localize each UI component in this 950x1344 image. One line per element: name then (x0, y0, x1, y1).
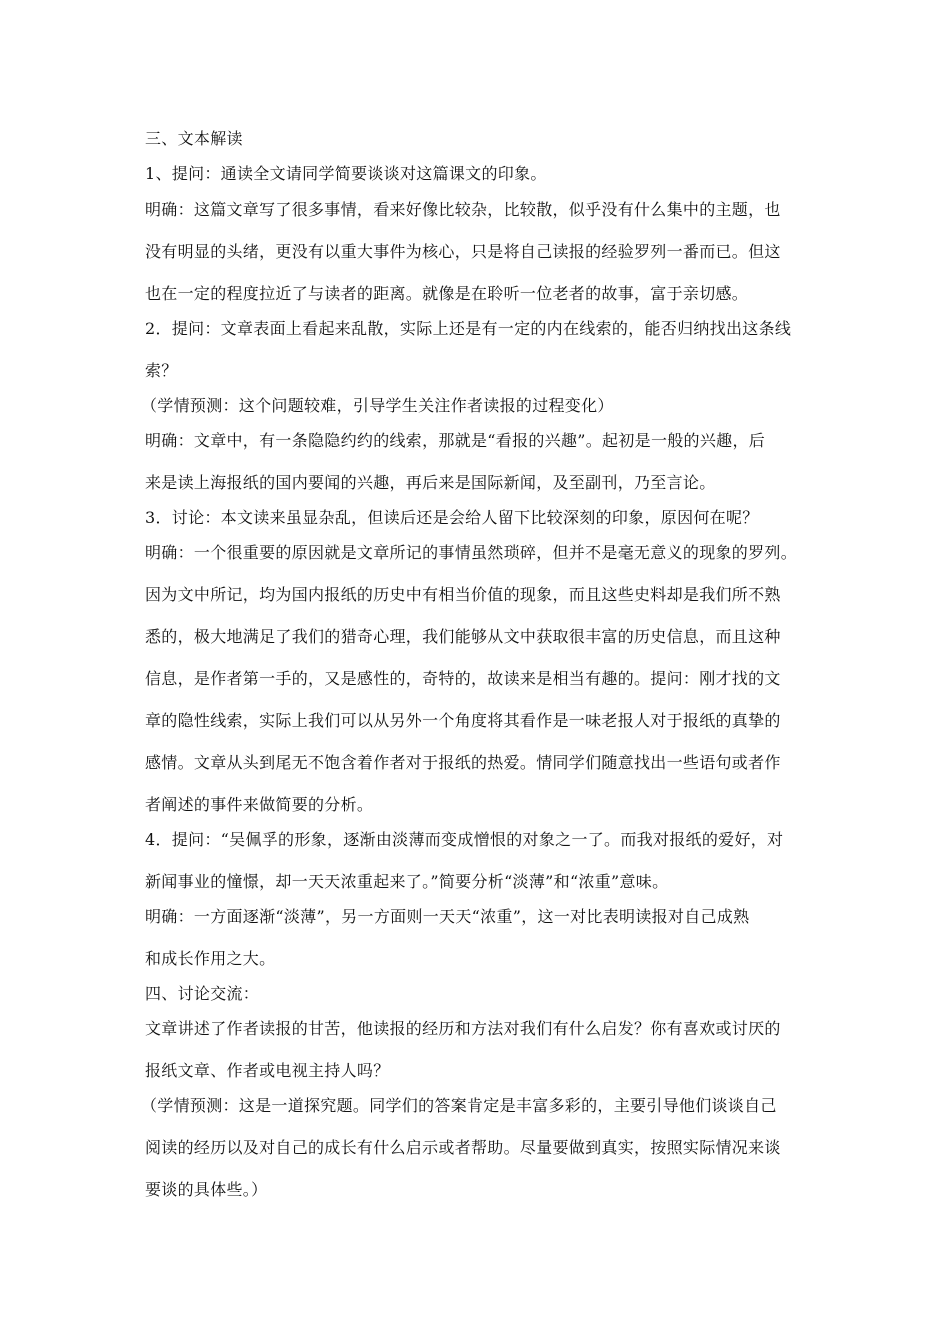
heading-text-interpretation: 三、文本解读 (145, 129, 243, 148)
answer-3-line-5: 章的隐性线索，实际上我们可以从另外一个角度将其看作是一味老报人对于报纸的真挚的 (145, 711, 781, 730)
question-2-line-2: 索？ (145, 361, 178, 380)
discussion-3: 3．讨论：本文读来虽显杂乱，但读后还是会给人留下比较深刻的印象，原因何在呢？ (145, 508, 759, 527)
answer-1-line-3: 也在一定的程度拉近了与读者的距离。就像是在聆听一位老者的故事，富于亲切感。 (145, 284, 749, 303)
answer-3-line-7: 者阐述的事件来做简要的分析。 (145, 795, 374, 814)
prediction-4-line-1: （学情预测：这是一道探究题。同学们的答案肯定是丰富多彩的，主要引导他们谈谈自己 (141, 1096, 777, 1115)
answer-2-line-1: 明确：文章中，有一条隐隐约约的线索，那就是“看报的兴趣”。起初是一般的兴趣，后 (145, 431, 766, 450)
answer-4-line-2: 和成长作用之大。 (145, 949, 276, 968)
answer-3-line-2: 因为文中所记，均为国内报纸的历史中有相当价值的现象，而且这些史料却是我们所不熟 (145, 585, 781, 604)
discussion-line-2: 报纸文章、作者或电视主持人吗？ (145, 1061, 390, 1080)
heading-discussion: 四、讨论交流： (145, 984, 260, 1003)
answer-3-line-4: 信息，是作者第一手的，又是感性的，奇特的，故读来是相当有趣的。提问：刚才找的文 (145, 669, 781, 688)
prediction-2: （学情预测：这个问题较难，引导学生关注作者读报的过程变化） (141, 396, 614, 415)
question-2-line-1: 2．提问：文章表面上看起来乱散，实际上还是有一定的内在线索的，能否归纳找出这条线 (145, 319, 792, 338)
prediction-4-line-2: 阅读的经历以及对自己的成长有什么启示或者帮助。尽量要做到真实，按照实际情况来谈 (145, 1138, 781, 1157)
question-1: 1、提问：通读全文请同学简要谈谈对这篇课文的印象。 (145, 164, 547, 183)
answer-1-line-2: 没有明显的头绪，更没有以重大事件为核心，只是将自己读报的经验罗列一番而已。但这 (145, 242, 781, 261)
answer-3-line-3: 悉的，极大地满足了我们的猎奇心理，我们能够从文中获取很丰富的历史信息，而且这种 (145, 627, 781, 646)
answer-3-line-1: 明确：一个很重要的原因就是文章所记的事情虽然琐碎，但并不是毫无意义的现象的罗列。 (145, 543, 798, 562)
answer-1-line-1: 明确：这篇文章写了很多事情，看来好像比较杂，比较散，似乎没有什么集中的主题，也 (145, 200, 781, 219)
question-4-line-1: 4．提问：“吴佩孚的形象，逐渐由淡薄而变成憎恨的对象之一了。而我对报纸的爱好，对 (145, 830, 784, 849)
prediction-4-line-3: 要谈的具体些。） (145, 1180, 268, 1199)
answer-2-line-2: 来是读上海报纸的国内要闻的兴趣，再后来是国际新闻，及至副刊，乃至言论。 (145, 473, 716, 492)
answer-4-line-1: 明确：一方面逐渐“淡薄”，另一方面则一天天“浓重”，这一对比表明读报对自己成熟 (145, 907, 750, 926)
question-4-line-2: 新闻事业的憧憬，却一天天浓重起来了。”简要分析“淡薄”和“浓重”意味。 (145, 872, 669, 891)
answer-3-line-6: 感情。文章从头到尾无不饱含着作者对于报纸的热爱。情同学们随意找出一些语句或者作 (145, 753, 781, 772)
discussion-line-1: 文章讲述了作者读报的甘苦，他读报的经历和方法对我们有什么启发？你有喜欢或讨厌的 (145, 1019, 781, 1038)
